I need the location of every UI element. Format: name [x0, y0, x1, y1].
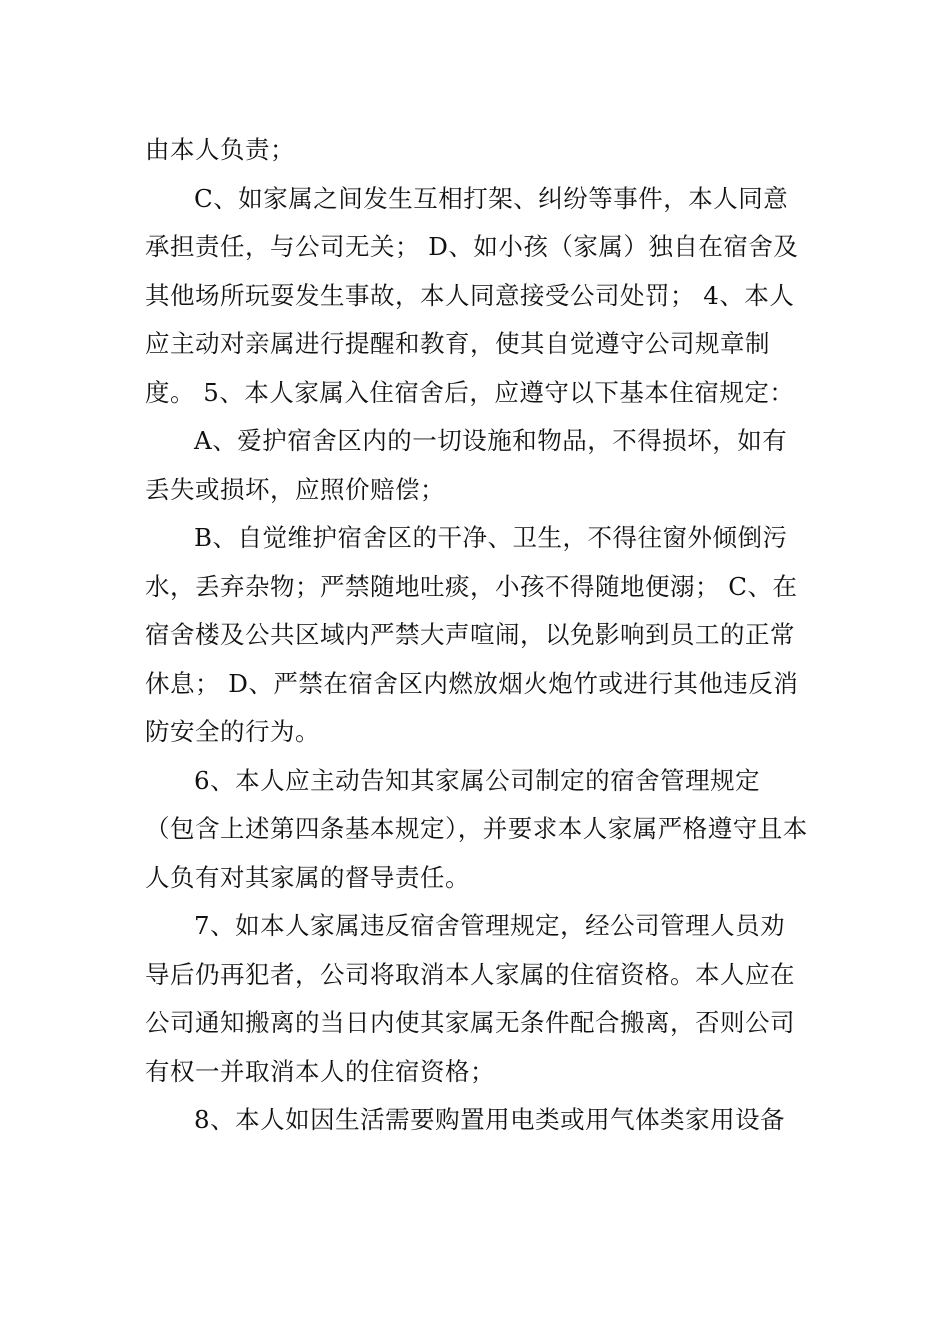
document-body [145, 126, 810, 1145]
paragraph: 7、如本人家属违反宿舍管理规定，经公司管理人员劝导后仍再犯者，公司将取消本人家属的住宿资格。本人应在公司通知搬离的当日内使其家属无条件配合搬离，否则公司有权一并取消本人的住宿资格； [145, 911, 795, 1086]
paragraph: 由本人负责； [145, 135, 295, 164]
paragraph: C、如家属之间发生互相打架、纠纷等事件，本人同意承担责任，与公司无关； D、如小孩（家属）独自在宿舍及其他场所玩耍发生事故，本人同意接受公司处罚； 4、本人应主动对亲属进行提醒和教育，使其自觉遵守公司规章制度。 5、本人家属入住宿舍后，应遵守以下基本住宿规定： [145, 183, 799, 407]
paragraph: B、自觉维护宿舍区的干净、卫生，不得往窗外倾倒污水，丢弃杂物；严禁随地吐痰，小孩不得随地便溺； C、在宿舍楼及公共区域内严禁大声喧闹，以免影响到员工的正常休息； D、严禁在宿舍区内燃放烟火炮竹或进行其他违反消防安全的行为。 [145, 523, 799, 746]
paragraph: A、爱护宿舍区内的一切设施和物品，不得损坏，如有丢失或损坏，应照价赔偿； [145, 426, 788, 504]
paragraph: 8、本人如因生活需要购置用电类或用气体类家用设备 [194, 1105, 786, 1134]
paragraph: 6、本人应主动告知其家属公司制定的宿舍管理规定（包含上述第四条基本规定），并要求本人家属严格遵守且本人负有对其家属的督导责任。 [145, 765, 808, 892]
